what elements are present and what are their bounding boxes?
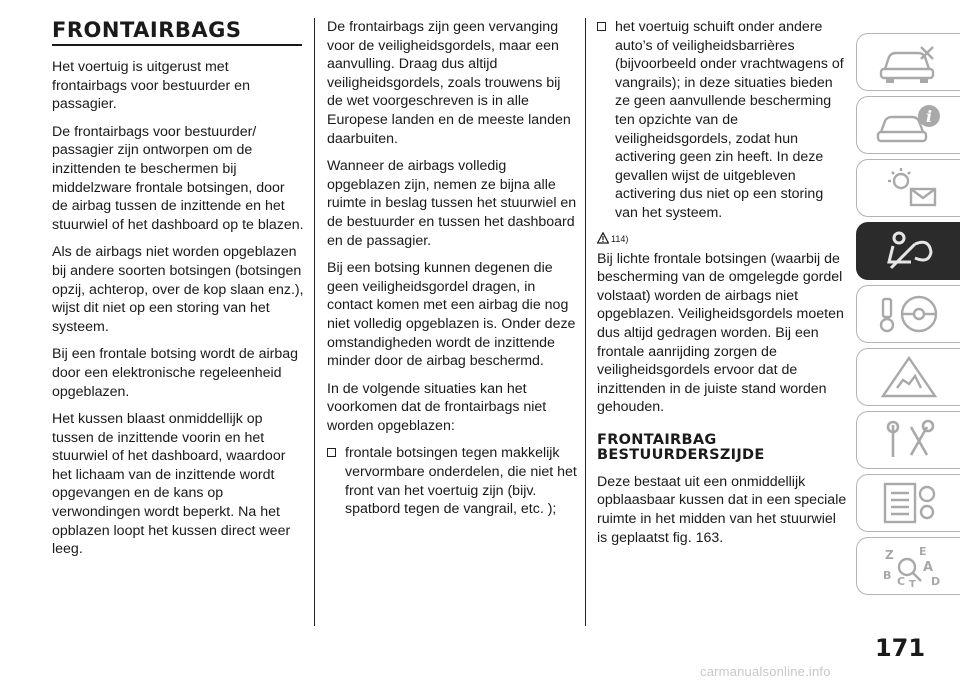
tab-car-overview[interactable] xyxy=(856,33,960,91)
svg-text:T: T xyxy=(908,579,916,589)
svg-text:Z: Z xyxy=(884,548,894,562)
paragraph: Wanneer de airbags volledig opgeblazen zijn, nemen ze bijna alle ruimte in beslag tussen het stuurwiel en de bestuurder en tussen het dashboard en de passagier. xyxy=(327,158,577,249)
tab-index[interactable] xyxy=(856,537,960,595)
tab-maintenance[interactable] xyxy=(856,411,960,469)
subsection-title xyxy=(597,433,847,463)
seat-safety-icon xyxy=(871,228,947,274)
column-1 xyxy=(52,18,304,568)
svg-text:D: D xyxy=(930,575,940,588)
index-icon xyxy=(871,543,947,589)
list-item xyxy=(597,18,847,223)
tab-technical-data[interactable] xyxy=(856,474,960,532)
watermark-text: carmanualsonline.info xyxy=(700,664,831,679)
tab-seat-safety[interactable] xyxy=(856,222,960,280)
tab-car-info[interactable] xyxy=(856,96,960,154)
list-item-text: het voertuig schuift onder andere auto’s of veiligheidsbarrières (bijvoorbeeld onder vrachtwagens of vangrails); in deze situaties bieden ze geen aanvullende bescherming ten opzichte van de veiligheidsgordels, zodat hun activering geen zin heeft. In deze gevallen wijst de uitgebleven activering dus niet op een storing van het systeem. xyxy=(615,19,844,221)
paragraph: Als de airbags niet worden opgeblazen bij andere soorten botsingen (botsingen opzij, achterop, over de kop slaan enz.), wijst dit niet op een storing van het systeem. xyxy=(52,244,304,335)
page-number: 171 xyxy=(874,634,926,662)
technical-data-icon xyxy=(871,480,947,526)
chapter-sidebar xyxy=(856,33,960,613)
paragraph: De frontairbags voor bestuurder/ passagier zijn ontworpen om de inzittenden te beschermen bij middelzware frontale botsingen, door de airbag tussen de inzittende en het stuurwiel of het dashboard op te blazen. xyxy=(52,123,304,233)
paragraph: Bij een frontale botsing wordt de airbag door een elektronische regeleenheid opgeblazen. xyxy=(52,346,299,400)
column-divider xyxy=(585,18,586,626)
paragraph: Het kussen blaast onmiddellijk op tussen de inzittende voorin en het stuurwiel of het dashboard, waardoor het lichaam van de inzittende wordt opgevangen en de kans op verwondingen wordt beperkt. Na het opblazen loopt het kussen direct weer leeg. xyxy=(52,411,291,558)
paragraph: Het voertuig is uitgerust met frontairbags voor bestuurder en passagier. xyxy=(52,59,250,113)
list-item-text: frontale botsingen tegen makkelijk vervormbare onderdelen, die niet het front van het voertuig zijn (bijv. spatbord tegen de vangrail, etc. ); xyxy=(345,445,577,518)
subsection-title-line: FRONTAIRBAG xyxy=(597,431,717,448)
car-info-icon xyxy=(871,102,947,148)
tab-dashboard-lights[interactable] xyxy=(856,159,960,217)
checkbox-bullet-icon xyxy=(327,448,336,457)
svg-text:C: C xyxy=(896,575,905,588)
checkbox-bullet-icon xyxy=(597,22,606,31)
column-2 xyxy=(327,18,577,528)
paragraph: Deze bestaat uit een onmiddellijk opblaasbaar kussen dat in een speciale ruimte in het midden van het stuurwiel is geplaatst fig. 163. xyxy=(597,473,847,546)
tab-starting-driving[interactable] xyxy=(856,285,960,343)
column-3 xyxy=(597,18,847,556)
warning-emergency-icon xyxy=(871,354,947,400)
warning-reference xyxy=(597,232,847,244)
svg-text:E: E xyxy=(918,545,927,558)
car-overview-icon xyxy=(871,39,947,85)
section-title: FRONTAIRBAGS xyxy=(52,18,242,42)
column-divider xyxy=(314,18,315,626)
svg-text:i: i xyxy=(925,107,932,126)
svg-text:A: A xyxy=(922,560,933,575)
title-underline xyxy=(52,44,302,46)
svg-text:B: B xyxy=(882,569,891,582)
bullet-list xyxy=(597,18,847,223)
tab-warning-emergency[interactable] xyxy=(856,348,960,406)
bullet-list xyxy=(327,444,577,518)
paragraph: In de volgende situaties kan het voorkomen dat de frontairbags niet worden opgeblazen: xyxy=(327,380,547,434)
warning-ref-number: 114) xyxy=(611,233,629,244)
subsection-title-line: BESTUURDERSZIJDE xyxy=(597,446,765,463)
maintenance-icon xyxy=(871,417,947,463)
warning-icon xyxy=(597,232,609,244)
paragraph: Bij lichte frontale botsingen (waarbij de bescherming van de omgelegde gordel volstaat) worden de airbags niet opgeblazen. Veiligheidsgordels moeten dus altijd gedragen worden. Bij een frontale aanrijding zorgen de veiligheidsgordels ervoor dat de inzittenden in de juiste stand worden gehouden. xyxy=(597,250,844,416)
list-item xyxy=(327,444,577,518)
starting-driving-icon xyxy=(871,291,947,337)
paragraph: Bij een botsing kunnen degenen die geen veiligheidsgordel dragen, in contact komen met een airbag die nog niet volledig opgeblazen is. Onder deze omstandigheden wordt de inzittende minder door de airbag beschermd. xyxy=(327,260,576,370)
paragraph: De frontairbags zijn geen vervanging voor de veiligheidsgordels, maar een aanvulling. Draag dus altijd veiligheidsgordels, zoals trouwens bij de wet voorgeschreven is in alle Europese landen en de meeste landen daarbuiten. xyxy=(327,19,571,147)
dashboard-lights-icon xyxy=(871,165,947,211)
